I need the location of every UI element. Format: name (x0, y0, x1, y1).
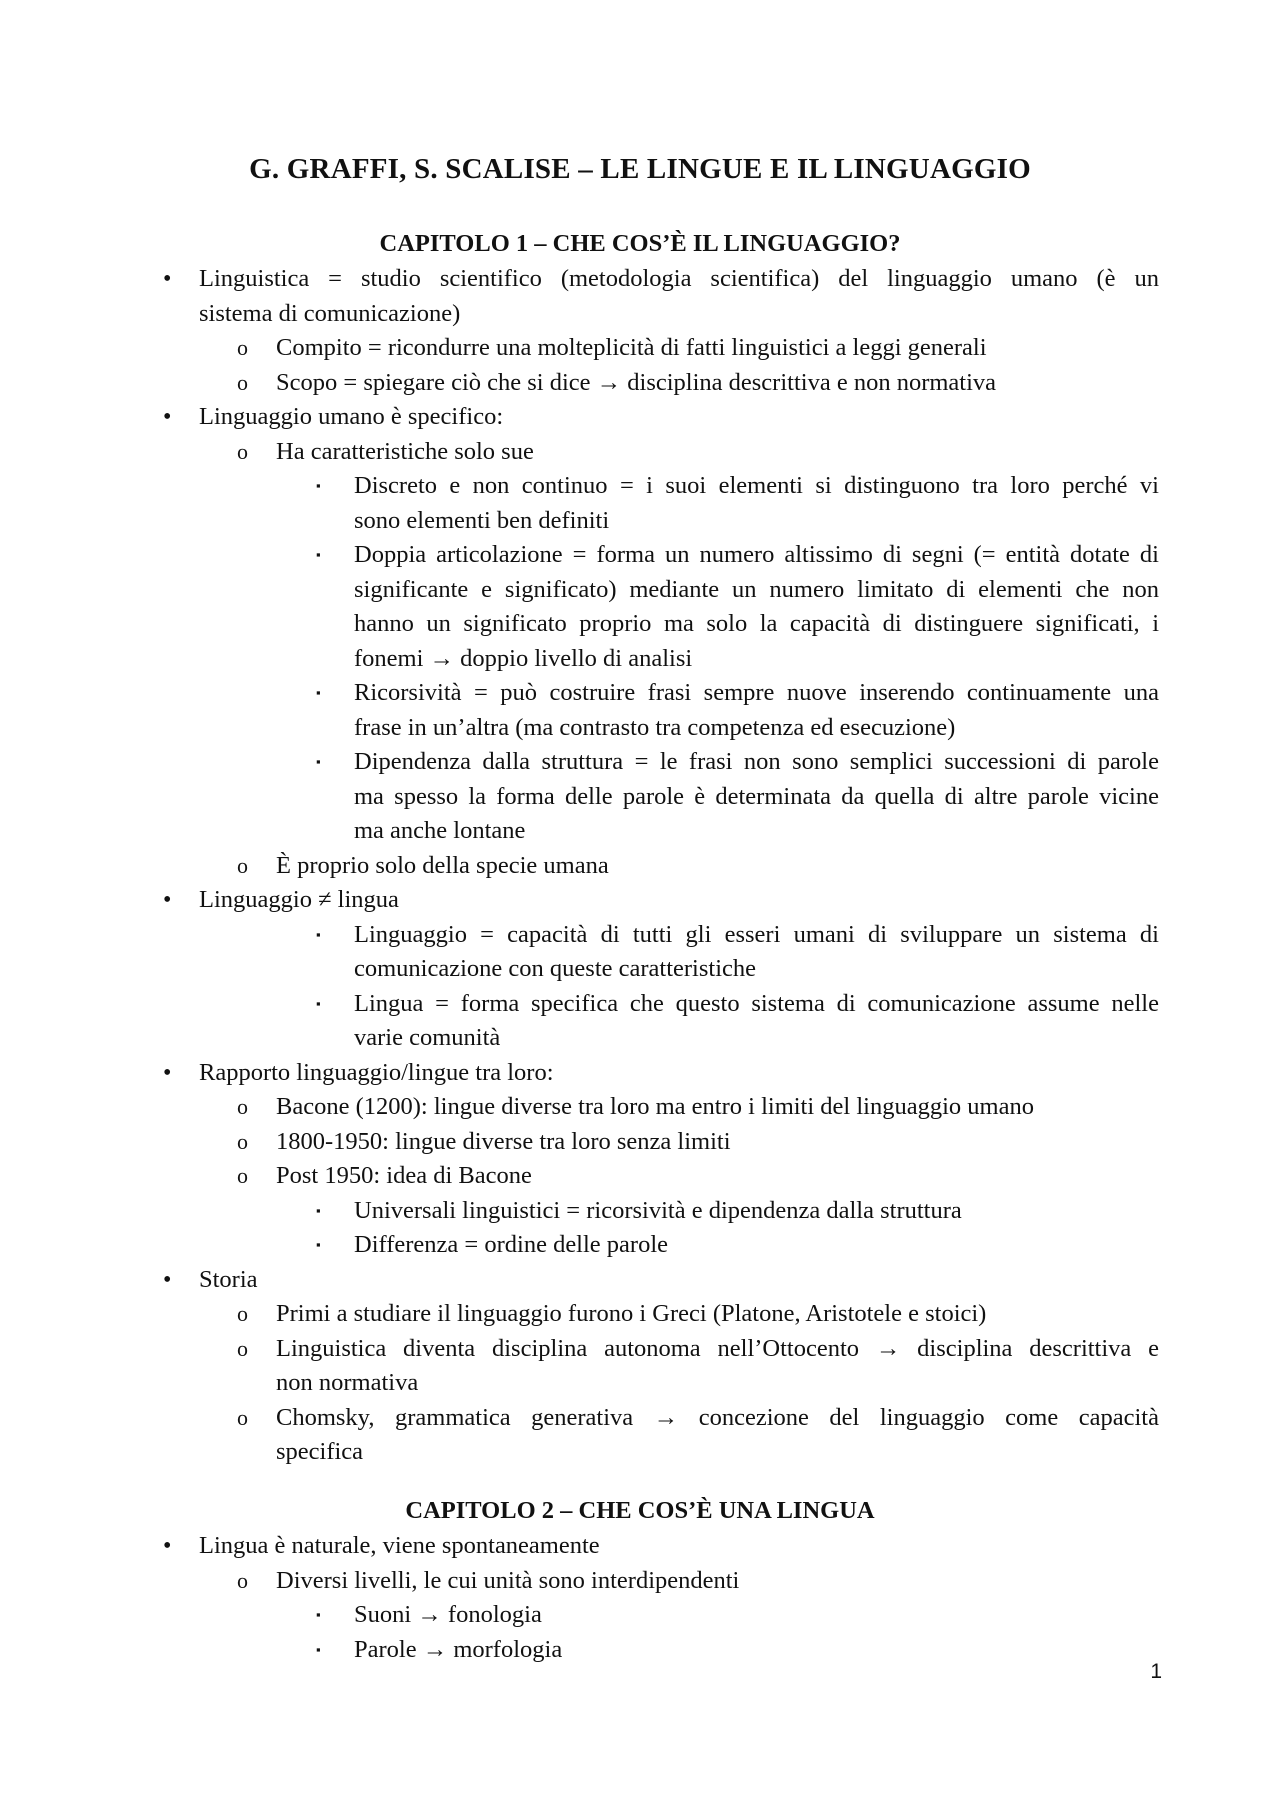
list-item (199, 262, 1159, 331)
document-title: G. GRAFFI, S. SCALISE – LE LINGUE E IL LINGUAGGIO (249, 153, 1031, 185)
square-bullet-icon: ▪ (316, 1607, 321, 1622)
bullet-icon: • (163, 1533, 172, 1559)
square-bullet-icon: ▪ (316, 478, 321, 493)
list-item-line: comunicazione con queste caratteristiche (354, 955, 757, 982)
list-item-line: Bacone (1200): lingue diverse tra loro ma entro i limiti del linguaggio umano (276, 1093, 1034, 1120)
square-bullet-icon: ▪ (316, 1237, 321, 1252)
list-item (276, 366, 1159, 401)
list-item-line: Linguaggio ≠ lingua (199, 886, 399, 913)
list-item (276, 1159, 1159, 1194)
circle-bullet-icon: o (237, 438, 248, 464)
list-item-line: specifica (276, 1438, 364, 1465)
list-item (199, 400, 1159, 435)
list-item (354, 1598, 1159, 1633)
list-item (276, 849, 1159, 884)
list-item-line: non normativa (276, 1369, 419, 1396)
list-item-line: Universali linguistici = ricorsività e dipendenza dalla struttura (354, 1196, 962, 1224)
list-item-line: Ricorsività = può costruire frasi sempre nuove inserendo continuamente una (354, 679, 1159, 706)
list-item-line: Linguaggio umano è specifico: (199, 403, 504, 430)
list-item (199, 1056, 1159, 1091)
circle-bullet-icon: o (237, 852, 248, 878)
list-item-line: varie comunità (354, 1024, 501, 1051)
list-item (354, 676, 1159, 745)
list-item-line: frase in un’altra (ma contrasto tra competenza ed esecuzione) (354, 713, 956, 741)
chapter-1-heading: CAPITOLO 1 – CHE COS’È IL LINGUAGGIO? (379, 230, 901, 257)
list-item-line: Storia (199, 1265, 258, 1293)
circle-bullet-icon: o (237, 1335, 248, 1361)
list-item (276, 1297, 1159, 1332)
list-item (354, 538, 1159, 676)
circle-bullet-icon: o (237, 1163, 248, 1188)
list-item-line: Ha caratteristiche solo sue (276, 437, 534, 465)
circle-bullet-icon: o (237, 1128, 248, 1154)
list-item (354, 1633, 1159, 1668)
square-bullet-icon: ▪ (316, 995, 321, 1011)
circle-bullet-icon: o (237, 335, 248, 360)
page-number: 1 (1150, 1660, 1162, 1683)
square-bullet-icon: ▪ (316, 685, 321, 700)
bullet-icon: • (163, 266, 172, 292)
list-item-line: Linguaggio = capacità di tutti gli esseri umani di sviluppare un sistema di (354, 920, 1159, 948)
list-item-line: Linguistica diventa disciplina autonoma nell’Ottocento → disciplina descrittiva e (276, 1334, 1159, 1362)
list-item (354, 1228, 1159, 1263)
list-item-line: Linguistica = studio scientifico (metodologia scientifica) del linguaggio umano (è un (199, 265, 1159, 292)
list-item (354, 1194, 1159, 1229)
square-bullet-icon: ▪ (316, 926, 321, 942)
list-item (199, 1263, 1159, 1298)
list-item-line: 1800-1950: lingue diverse tra loro senza limiti (276, 1127, 731, 1155)
list-item-line: Lingua = forma specifica che questo sistema di comunicazione assume nelle (354, 989, 1159, 1017)
list-item-line: Suoni → fonologia (354, 1601, 542, 1628)
list-item-line: Dipendenza dalla struttura = le frasi non sono semplici successioni di parole (354, 748, 1159, 775)
list-item-line: ma anche lontane (354, 817, 526, 844)
list-item-line: hanno un significato proprio ma solo la capacità di distinguere significati, i (354, 610, 1159, 637)
square-bullet-icon: ▪ (316, 1202, 321, 1218)
list-item (199, 883, 1159, 918)
list-item (354, 745, 1159, 849)
list-item (354, 987, 1159, 1056)
list-item (354, 918, 1159, 987)
bullet-icon: • (163, 1266, 172, 1293)
list-item (276, 435, 1159, 470)
bullet-icon: • (163, 404, 172, 430)
square-bullet-icon: ▪ (316, 547, 321, 562)
list-item-line: fonemi → doppio livello di analisi (354, 644, 693, 672)
list-item-line: Chomsky, grammatica generativa → concezione del linguaggio come capacità (276, 1403, 1159, 1431)
list-item-line: Rapporto linguaggio/lingue tra loro: (199, 1058, 554, 1086)
circle-bullet-icon: o (237, 1094, 248, 1119)
circle-bullet-icon: o (237, 1404, 248, 1430)
list-item-line: Post 1950: idea di Bacone (276, 1162, 532, 1189)
list-item (276, 331, 1159, 366)
list-item-line: Doppia articolazione = forma un numero altissimo di segni (= entità dotate di (354, 541, 1159, 568)
list-item-line: significante e significato) mediante un numero limitato di elementi che non (354, 575, 1159, 603)
list-item-line: Diversi livelli, le cui unità sono interdipendenti (276, 1566, 740, 1594)
list-item-line: Scopo = spiegare ciò che si dice → disciplina descrittiva e non normativa (276, 368, 997, 396)
bullet-icon: • (163, 1059, 172, 1086)
list-item-line: È proprio solo della specie umana (276, 851, 609, 879)
bullet-icon: • (163, 887, 172, 913)
list-item (276, 1332, 1159, 1401)
list-item (276, 1090, 1159, 1125)
chapter-2-heading: CAPITOLO 2 – CHE COS’È UNA LINGUA (405, 1497, 875, 1524)
list-item-line: Primi a studiare il linguaggio furono i Greci (Platone, Aristotele e stoici) (276, 1300, 987, 1327)
circle-bullet-icon: o (237, 369, 248, 395)
list-item (199, 1529, 1159, 1564)
list-item-line: sistema di comunicazione) (199, 299, 461, 327)
circle-bullet-icon: o (237, 1567, 248, 1593)
list-item-line: Differenza = ordine delle parole (354, 1231, 669, 1258)
square-bullet-icon: ▪ (316, 1641, 321, 1657)
list-item (276, 1564, 1159, 1599)
list-item-line: Discreto e non continuo = i suoi elementi si distinguono tra loro perché vi (354, 472, 1159, 499)
list-item (276, 1401, 1159, 1470)
list-item-line: Lingua è naturale, viene spontaneamente (199, 1532, 600, 1559)
list-item-line: Compito = ricondurre una molteplicità di fatti linguistici a leggi generali (276, 334, 987, 361)
list-item-line: sono elementi ben definiti (354, 506, 610, 534)
list-item (354, 469, 1159, 538)
square-bullet-icon: ▪ (316, 754, 321, 769)
circle-bullet-icon: o (237, 1301, 248, 1326)
list-item-line: Parole → morfologia (354, 1635, 563, 1663)
list-item-line: ma spesso la forma delle parole è determinata da quella di altre parole vicine (354, 782, 1159, 810)
list-item (276, 1125, 1159, 1160)
